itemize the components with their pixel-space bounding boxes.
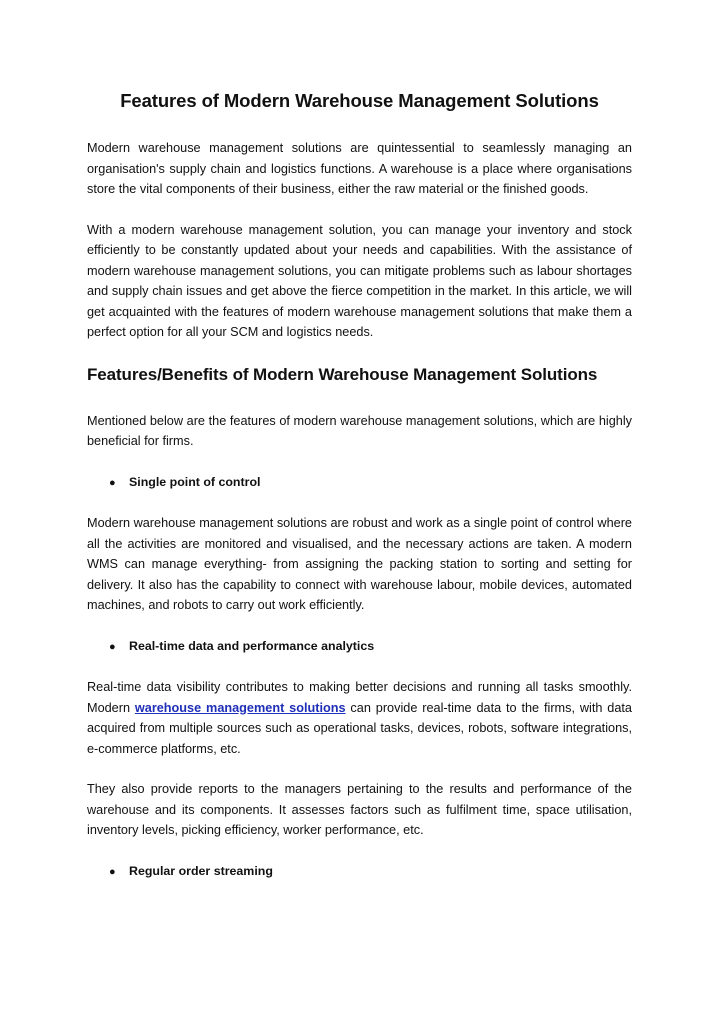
feature-bullet-real-time-data xyxy=(87,636,632,658)
section-heading: Features/Benefits of Modern Warehouse Management Solutions xyxy=(87,364,598,384)
document-title: Features of Modern Warehouse Management Solutions xyxy=(120,90,599,111)
feature-title: Regular order streaming xyxy=(129,863,273,878)
feature-body-real-time-data-2: They also provide reports to the managers pertaining to the results and performance of the warehouse and its components. It assesses factors such as fulfilment time, space utilisation, inventory levels, picking efficiency, worker performance, etc. xyxy=(87,782,632,837)
feature-body-single-point: Modern warehouse management solutions are robust and work as a single point of control where all the activities are monitored and visualised, and the necessary actions are taken. A modern WMS can manage everything- from assigning the packing station to sorting and setting for delivery. It also has the capability to connect with warehouse labour, mobile devices, automated machines, and robots to carry out work efficiently. xyxy=(87,516,632,612)
feature-title: Real-time data and performance analytics xyxy=(129,638,375,653)
feature-body-real-time-data xyxy=(87,677,632,759)
feature-bullet-order-streaming xyxy=(87,861,632,883)
warehouse-management-solutions-link[interactable]: warehouse management solutions xyxy=(134,700,346,715)
feature-title: Single point of control xyxy=(129,474,261,489)
bullet-dot-icon: ● xyxy=(109,640,116,653)
document-page xyxy=(87,88,632,902)
bullet-dot-icon: ● xyxy=(109,476,116,489)
body-text-after-link: can provide real-time data to the firms, with data acquired from multiple sources such as operational tasks, devices, robots, software integrations, e-commerce platforms, etc. xyxy=(87,700,632,756)
section-lead-paragraph: Mentioned below are the features of modern warehouse management solutions, which are highly beneficial for firms. xyxy=(87,413,632,448)
bullet-dot-icon: ● xyxy=(109,865,116,878)
intro-paragraph-1: Modern warehouse management solutions are quintessential to seamlessly managing an organisation's supply chain and logistics functions. A warehouse is a place where organisations store the vital components of their business, either the raw material or the finished goods. xyxy=(87,141,632,196)
body-text-before-link: Real-time data visibility contributes to making better decisions and running all tasks smoothly. Modern xyxy=(87,680,632,715)
intro-paragraph-2: With a modern warehouse management solution, you can manage your inventory and stock efficiently to be constantly updated about your needs and capabilities. With the assistance of modern warehouse management solutions, you can mitigate problems such as labour shortages and supply chain issues and get above the fierce competition in the market. In this article, we will get acquainted with the features of modern warehouse management solutions that make them a perfect option for all your SCM and logistics needs. xyxy=(87,222,632,339)
feature-bullet-single-point xyxy=(87,472,632,494)
